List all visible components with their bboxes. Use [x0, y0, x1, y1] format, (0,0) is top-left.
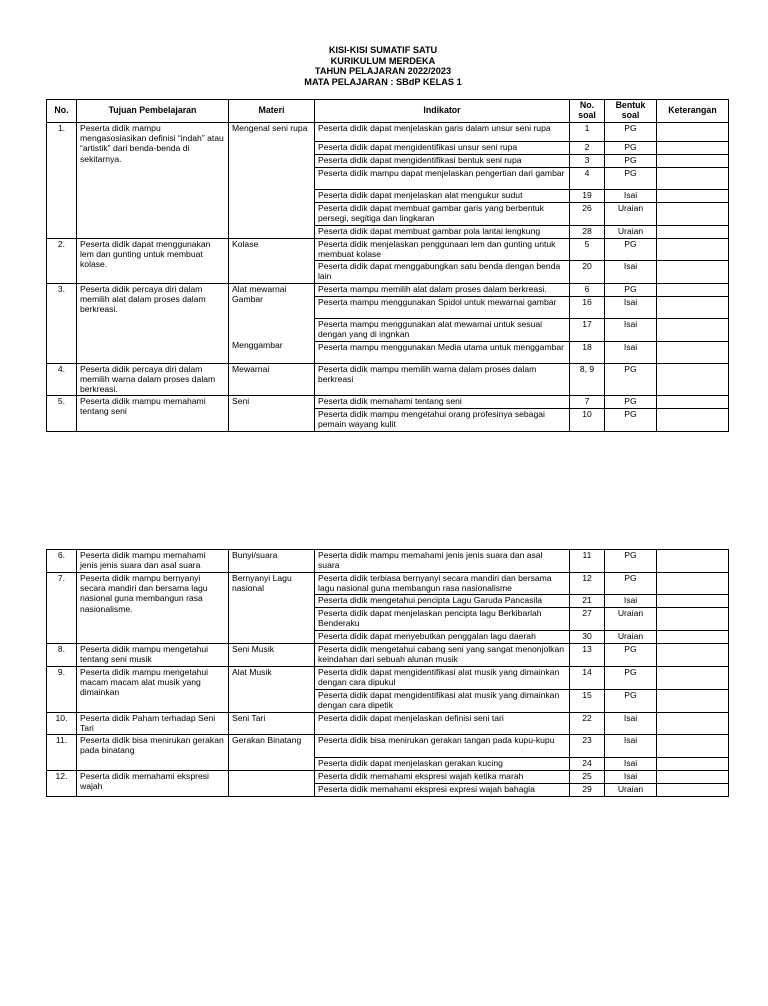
indikator: Peserta didik bisa menirukan gerakan tangan pada kupu-kupu: [315, 735, 570, 758]
materi: [229, 644, 315, 667]
col-header-tujuan: Tujuan Pembelajaran: [77, 100, 229, 123]
no-soal: 18: [570, 342, 605, 364]
indikator: Peserta didik memahami tentang seni: [315, 396, 570, 409]
no-soal: 25: [570, 771, 605, 784]
materi: [229, 239, 315, 284]
table-row: [47, 284, 729, 297]
bentuk-soal: Uraian: [605, 203, 657, 226]
table-header-row: [47, 100, 729, 123]
keterangan: [657, 123, 729, 142]
bentuk-soal: Uraian: [605, 784, 657, 797]
row-number: 10.: [47, 713, 77, 735]
no-soal: 2: [570, 142, 605, 155]
no-soal: 11: [570, 550, 605, 573]
keterangan: [657, 284, 729, 297]
indikator: Peserta didik dapat menggabungkan satu benda dengan benda lain: [315, 261, 570, 284]
title-line-4: MATA PELAJARAN : SBdP KELAS 1: [304, 76, 462, 87]
bentuk-soal: Isai: [605, 771, 657, 784]
no-soal: 14: [570, 667, 605, 690]
bentuk-soal: PG: [605, 239, 657, 261]
materi-text: Gerakan Binatang: [232, 735, 302, 745]
indikator: Peserta didik dapat mengidentifikasi alat musik yang dimainkan dengan cara dipetik: [315, 690, 570, 713]
kisi-kisi-table-page-2: [46, 549, 729, 797]
no-soal: 1: [570, 123, 605, 142]
row-number: 11.: [47, 735, 77, 771]
no-soal: 4: [570, 168, 605, 190]
col-header-indikator: Indikator: [315, 100, 570, 123]
materi-text: Alat Musik: [232, 667, 272, 677]
col-header-no-soal: No. soal: [570, 100, 605, 123]
bentuk-soal: Isai: [605, 735, 657, 758]
keterangan: [657, 297, 729, 319]
indikator: Peserta didik dapat menjelaskan alat mengukur sudut: [315, 190, 570, 203]
row-number: 4.: [47, 364, 77, 396]
tujuan-pembelajaran: Peserta didik mampu mengetahui tentang seni musik: [77, 644, 229, 667]
keterangan: [657, 319, 729, 342]
materi-text: Bernyanyi Lagu nasional: [232, 573, 292, 594]
indikator: Peserta didik mampu memahami jenis jenis suara dan asal suara: [315, 550, 570, 573]
table-row: [47, 573, 729, 595]
row-number: 7.: [47, 573, 77, 644]
bentuk-soal: PG: [605, 142, 657, 155]
keterangan: [657, 667, 729, 690]
tujuan-pembelajaran: Peserta didik dapat menggunakan lem dan gunting untuk membuat kolase.: [77, 239, 229, 284]
indikator: Peserta didik terbiasa bernyanyi secara mandiri dan bersama lagu nasional guna membangun rasa nasionalisme: [315, 573, 570, 595]
indikator: Peserta didik mampu dapat menjelaskan pengertian dari gambar: [315, 168, 570, 190]
table-row: [47, 550, 729, 573]
indikator: Peserta didik memahami ekspresi expresi wajah bahagia: [315, 784, 570, 797]
materi-text: Seni Musik: [232, 644, 275, 654]
indikator: Peserta didik dapat membuat gambar garis yang berbentuk persegi, segitiga dan lingkaran: [315, 203, 570, 226]
materi-text: Mewarnai: [232, 364, 270, 374]
no-soal: 5: [570, 239, 605, 261]
row-number: 3.: [47, 284, 77, 364]
no-soal: 24: [570, 758, 605, 771]
tujuan-pembelajaran: Peserta didik mampu mengasosiasikan definisi “indah” atau “artistik” dari benda-benda di sekitarnya.: [77, 123, 229, 239]
indikator: Peserta didik mengetahui cabang seni yang sangat menonjolkan keindahan dari sebuah alunan musik: [315, 644, 570, 667]
keterangan: [657, 364, 729, 396]
materi-text: Bunyi/suara: [232, 550, 278, 560]
indikator: Peserta didik dapat menyebutkan penggalan lagu daerah: [315, 631, 570, 644]
table-row: [47, 239, 729, 261]
indikator: Peserta didik dapat menjelaskan gerakan kucing: [315, 758, 570, 771]
no-soal: 12: [570, 573, 605, 595]
bentuk-soal: PG: [605, 364, 657, 396]
no-soal: 22: [570, 713, 605, 735]
tujuan-pembelajaran: Peserta didik mampu mengetahui macam macam alat musik yang dimainkan: [77, 667, 229, 713]
indikator: Peserta didik mampu mengetahui orang profesinya sebagai pemain wayang kulit: [315, 409, 570, 432]
indikator: Peserta mampu menggunakan Media utama untuk menggambar: [315, 342, 570, 364]
indikator: Peserta didik dapat membuat gambar pola lantai lengkung: [315, 226, 570, 239]
keterangan: [657, 784, 729, 797]
materi-text: Kolase: [232, 239, 259, 249]
table-row: [47, 396, 729, 409]
tujuan-pembelajaran: Peserta didik mampu bernyanyi secara mandiri dan bersama lagu nasional guna membangun rasa nasionalisme.: [77, 573, 229, 644]
no-soal: 23: [570, 735, 605, 758]
bentuk-soal: Isai: [605, 261, 657, 284]
row-number: 8.: [47, 644, 77, 667]
indikator: Peserta mampu menggunakan alat mewarnai untuk sesuai dengan yang di ingnkan: [315, 319, 570, 342]
materi: [229, 771, 315, 797]
keterangan: [657, 342, 729, 364]
no-soal: 20: [570, 261, 605, 284]
materi: [229, 284, 315, 364]
bentuk-soal: PG: [605, 396, 657, 409]
bentuk-soal: Uraian: [605, 608, 657, 631]
tujuan-pembelajaran: Peserta didik memahami ekspresi wajah: [77, 771, 229, 797]
no-soal: 8, 9: [570, 364, 605, 396]
indikator: Peserta didik mampu memilih warna dalam proses dalam berkreasi: [315, 364, 570, 396]
table-row: [47, 667, 729, 690]
materi: [229, 735, 315, 771]
table-row: [47, 735, 729, 758]
row-number: 1.: [47, 123, 77, 239]
no-soal: 3: [570, 155, 605, 168]
no-soal: 7: [570, 396, 605, 409]
keterangan: [657, 758, 729, 771]
keterangan: [657, 409, 729, 432]
col-header-keterangan: Keterangan: [657, 100, 729, 123]
row-number: 12.: [47, 771, 77, 797]
row-number: 2.: [47, 239, 77, 284]
indikator: Peserta didik memahami ekspresi wajah ketika marah: [315, 771, 570, 784]
indikator: Peserta didik dapat mengidentifikasi alat musik yang dimainkan dengan cara dipukul: [315, 667, 570, 690]
keterangan: [657, 190, 729, 203]
materi-text: Seni: [232, 396, 250, 406]
no-soal: 26: [570, 203, 605, 226]
materi-text: Mengenal seni rupa: [232, 123, 308, 133]
table-row: [47, 644, 729, 667]
kisi-kisi-table-page-1: [46, 99, 729, 432]
keterangan: [657, 239, 729, 261]
bentuk-soal: PG: [605, 409, 657, 432]
tujuan-pembelajaran: Peserta didik mampu memahami tentang seni: [77, 396, 229, 432]
keterangan: [657, 261, 729, 284]
indikator: Peserta mampu memilih alat dalam proses dalam berkreasi.: [315, 284, 570, 297]
table-row: [47, 713, 729, 735]
bentuk-soal: PG: [605, 690, 657, 713]
bentuk-soal: PG: [605, 573, 657, 595]
bentuk-soal: Isai: [605, 297, 657, 319]
bentuk-soal: PG: [605, 644, 657, 667]
indikator: Peserta didik dapat menjelaskan pencipta lagu Berkibarlah Benderaku: [315, 608, 570, 631]
keterangan: [657, 713, 729, 735]
keterangan: [657, 573, 729, 595]
indikator: Peserta didik dapat menjelaskan garis dalam unsur seni rupa: [315, 123, 570, 142]
keterangan: [657, 168, 729, 190]
bentuk-soal: PG: [605, 550, 657, 573]
keterangan: [657, 644, 729, 667]
bentuk-soal: PG: [605, 667, 657, 690]
no-soal: 19: [570, 190, 605, 203]
keterangan: [657, 142, 729, 155]
materi: [229, 396, 315, 432]
bentuk-soal: PG: [605, 284, 657, 297]
keterangan: [657, 595, 729, 608]
no-soal: 28: [570, 226, 605, 239]
indikator: Peserta didik dapat menjelaskan definisi seni tari: [315, 713, 570, 735]
tujuan-pembelajaran: Peserta didik bisa menirukan gerakan pada binatang: [77, 735, 229, 771]
indikator: Peserta didik dapat mengidentifikasi unsur seni rupa: [315, 142, 570, 155]
title-line-2: KURIKULUM MERDEKA: [330, 55, 436, 66]
no-soal: 16: [570, 297, 605, 319]
indikator: Peserta didik mengetahui pencipta Lagu Garuda Pancasila: [315, 595, 570, 608]
title-line-3: TAHUN PELAJARAN 2022/2023: [314, 66, 452, 77]
no-soal: 30: [570, 631, 605, 644]
bentuk-soal: PG: [605, 123, 657, 142]
keterangan: [657, 550, 729, 573]
bentuk-soal: PG: [605, 168, 657, 190]
materi: [229, 667, 315, 713]
no-soal: 21: [570, 595, 605, 608]
no-soal: 6: [570, 284, 605, 297]
materi: [229, 550, 315, 573]
keterangan: [657, 690, 729, 713]
bentuk-soal: Isai: [605, 595, 657, 608]
materi: [229, 713, 315, 735]
materi-text: Seni Tari: [232, 713, 266, 723]
no-soal: 13: [570, 644, 605, 667]
tujuan-pembelajaran: Peserta didik percaya diri dalam memilih warna dalam proses dalam berkreasi.: [77, 364, 229, 396]
keterangan: [657, 155, 729, 168]
no-soal: 10: [570, 409, 605, 432]
materi: [229, 123, 315, 239]
document-title: [0, 45, 768, 87]
bentuk-soal: PG: [605, 155, 657, 168]
materi: [229, 364, 315, 396]
indikator: Peserta didik dapat mengidentifikasi bentuk seni rupa: [315, 155, 570, 168]
keterangan: [657, 631, 729, 644]
tujuan-pembelajaran: Peserta didik mampu memahami jenis jenis suara dan asal suara: [77, 550, 229, 573]
bentuk-soal: Isai: [605, 342, 657, 364]
title-line-1: KISI-KISI SUMATIF SATU: [328, 45, 438, 55]
keterangan: [657, 735, 729, 758]
materi: [229, 573, 315, 644]
row-number: 9.: [47, 667, 77, 713]
bentuk-soal: Uraian: [605, 226, 657, 239]
keterangan: [657, 203, 729, 226]
no-soal: 29: [570, 784, 605, 797]
bentuk-soal: Isai: [605, 190, 657, 203]
materi-text: Alat mewarnai Gambar: [232, 284, 287, 305]
table-row: [47, 771, 729, 784]
col-header-materi: Materi: [229, 100, 315, 123]
tujuan-pembelajaran: Peserta didik Paham terhadap Seni Tari: [77, 713, 229, 735]
materi-text-2: Menggambar: [232, 340, 283, 351]
tujuan-pembelajaran: Peserta didik percaya diri dalam memilih alat dalam proses dalam berkreasi.: [77, 284, 229, 364]
no-soal: 15: [570, 690, 605, 713]
table-row: [47, 364, 729, 396]
col-header-no: No.: [47, 100, 77, 123]
bentuk-soal: Isai: [605, 713, 657, 735]
row-number: 5.: [47, 396, 77, 432]
no-soal: 17: [570, 319, 605, 342]
bentuk-soal: Isai: [605, 319, 657, 342]
indikator: Peserta mampu menggunakan Spidol untuk mewarnai gambar: [315, 297, 570, 319]
keterangan: [657, 396, 729, 409]
col-header-bentuk-soal: Bentuk soal: [605, 100, 657, 123]
indikator: Peserta didik menjelaskan penggunaan lem dan gunting untuk membuat kolase: [315, 239, 570, 261]
row-number: 6.: [47, 550, 77, 573]
keterangan: [657, 771, 729, 784]
bentuk-soal: Uraian: [605, 631, 657, 644]
keterangan: [657, 608, 729, 631]
no-soal: 27: [570, 608, 605, 631]
table-row: [47, 123, 729, 142]
bentuk-soal: Isai: [605, 758, 657, 771]
keterangan: [657, 226, 729, 239]
